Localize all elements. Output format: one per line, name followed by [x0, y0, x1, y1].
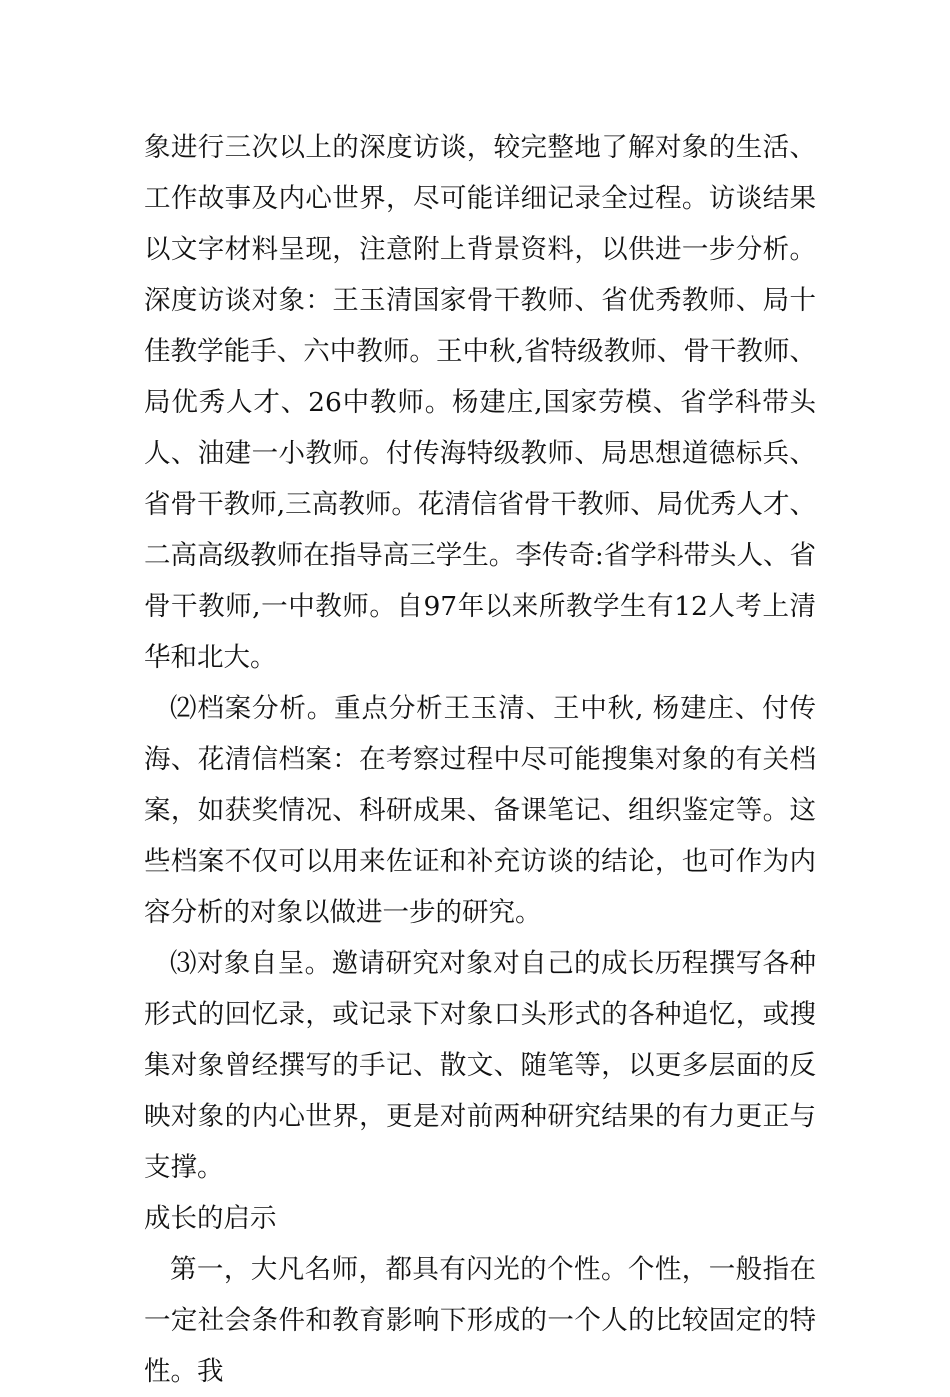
paragraph-archive-analysis: ⑵档案分析。重点分析王玉清、王中秋, 杨建庄、付传海、花清信档案：在考察过程中尽可能搜集对象的有关档案，如获奖情况、科研成果、备课笔记、组织鉴定等。这些档案不仅可以用来佐证和补充访谈的结论，也可作为内容分析的对象以做进一步的研究。	[144, 693, 816, 928]
paragraph-self-presentation: ⑶对象自呈。邀请研究对象对自己的成长历程撰写各种形式的回忆录，或记录下对象口头形式的各种追忆，或搜集对象曾经撰写的手记、散文、随笔等，以更多层面的反映对象的内心世界，更是对前两种研究结果的有力更正与支撑。	[144, 948, 816, 1183]
paragraph-interview-method: 象进行三次以上的深度访谈，较完整地了解对象的生活、工作故事及内心世界，尽可能详细记录全过程。访谈结果以文字材料呈现，注意附上背景资料，以供进一步分析。深度访谈对象：王玉清国家骨干教师、省优秀教师、局十佳教学能手、六中教师。王中秋,省特级教师、骨干教师、局优秀人才、26中教师。杨建庄,国家劳模、省学科带头人、油建一小教师。付传海特级教师、局思想道德标兵、省骨干教师,三高教师。花清信省骨干教师、局优秀人才、二高高级教师在指导高三学生。李传奇:省学科带头人、省骨干教师,一中教师。自97年以来所教学生有12人考上清华和北大。	[144, 132, 816, 673]
document-page	[144, 122, 816, 1397]
paragraph-growth-insight: 第一，大凡名师，都具有闪光的个性。个性，一般指在一定社会条件和教育影响下形成的一个人的比较固定的特性。我	[144, 1254, 816, 1387]
section-heading: 成长的启示	[144, 1203, 277, 1234]
